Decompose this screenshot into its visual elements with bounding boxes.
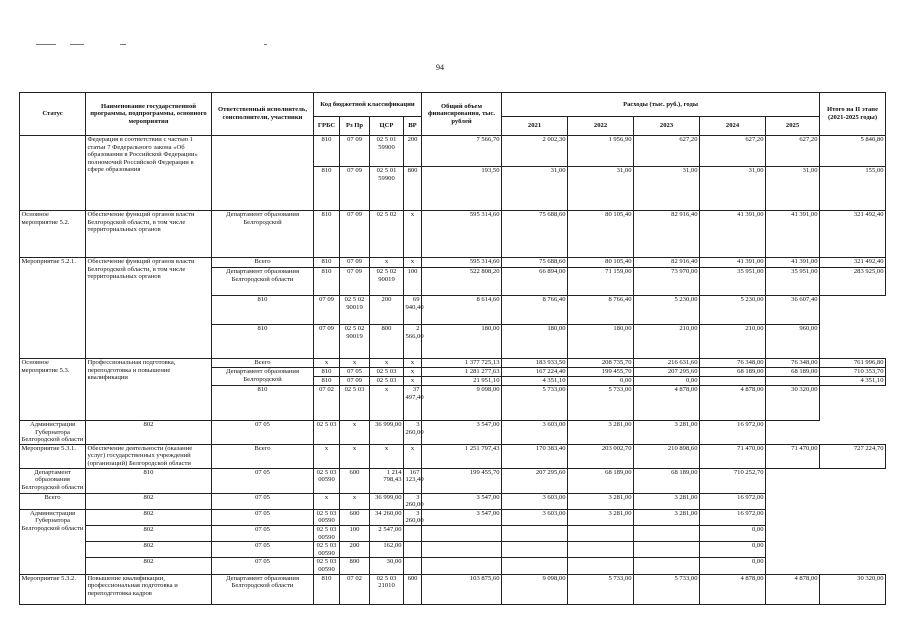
year-value-cell: 5 733,00 <box>568 386 634 421</box>
stage-total-cell: 710 252,70 <box>700 468 766 493</box>
year-value-cell <box>422 525 502 541</box>
year-value-cell: 167 123,40 <box>404 468 422 493</box>
year-value-cell: 216 631,60 <box>634 359 700 368</box>
grbs-cell: 802 <box>86 558 212 574</box>
vr-cell: 800 <box>370 325 404 359</box>
year-value-cell: 41 391,00 <box>700 258 766 268</box>
budget-table <box>19 92 886 605</box>
total-funding-cell: 34 260,00 <box>370 509 404 525</box>
year-value-cell: 31,00 <box>502 167 568 211</box>
name-cell: Обеспечение деятельности (оказание услуг) государственных учреждений (организаций) Белгородской области <box>86 444 212 468</box>
header-vr: ВР <box>404 117 422 136</box>
total-funding-cell: 7 566,70 <box>422 136 502 167</box>
table-row <box>20 444 886 468</box>
year-value-cell: 41 391,00 <box>766 258 820 268</box>
executor-cell: Всего <box>212 444 314 468</box>
year-value-cell: 41 391,00 <box>766 211 820 258</box>
table-row <box>20 509 886 525</box>
year-value-cell: 71 470,00 <box>766 444 820 468</box>
csr-cell: х <box>370 444 404 468</box>
year-value-cell: 31,00 <box>634 167 700 211</box>
year-value-cell: 5 733,00 <box>502 386 568 421</box>
year-value-cell: 3 260,00 <box>404 421 422 445</box>
year-value-cell: 71 159,00 <box>568 268 634 296</box>
year-value-cell <box>568 558 634 574</box>
header-year-2022: 2022 <box>568 117 634 136</box>
status-cell: Основное мероприятие 5.3. <box>20 359 86 421</box>
year-value-cell: 3 547,00 <box>422 421 502 445</box>
total-funding-cell: 2 566,00 <box>404 325 422 359</box>
year-value-cell: 35 951,00 <box>700 268 766 296</box>
stage-total-cell: 16 972,00 <box>700 421 766 445</box>
year-value-cell: 80 105,40 <box>568 211 634 258</box>
total-funding-cell: 30,00 <box>370 558 404 574</box>
csr-cell: 02 5 01 59900 <box>370 167 404 211</box>
executor-cell: Департамент образования Белгородской <box>212 211 314 258</box>
grbs-cell: 810 <box>212 386 314 421</box>
header-total-stage: Итого на II этапе (2021-2025 годы) <box>820 93 886 136</box>
rzpr-cell: 07 09 <box>340 377 370 386</box>
grbs-cell: 810 <box>314 268 340 296</box>
csr-cell: 02 5 03 <box>370 377 404 386</box>
csr-cell: 02 5 02 90019 <box>340 296 370 325</box>
total-funding-cell: 595 314,60 <box>422 258 502 268</box>
rzpr-cell: 07 09 <box>340 258 370 268</box>
year-value-cell: 82 916,40 <box>634 258 700 268</box>
vr-cell: 600 <box>340 509 370 525</box>
vr-cell: 200 <box>404 136 422 167</box>
year-value-cell: 627,20 <box>634 136 700 167</box>
year-value-cell: 210 898,60 <box>634 444 700 468</box>
rzpr-cell: 07 09 <box>340 268 370 296</box>
total-funding-cell: 21 951,10 <box>422 377 502 386</box>
csr-cell: 02 5 03 00590 <box>314 542 340 558</box>
year-value-cell: 31,00 <box>700 167 766 211</box>
csr-cell: 02 5 03 <box>370 368 404 377</box>
year-value-cell: 5 733,00 <box>634 574 700 604</box>
year-value-cell: 0,00 <box>634 377 700 386</box>
year-value-cell: 3 281,00 <box>568 421 634 445</box>
executor-cell: Администрация Губернатора Белгородской области <box>20 421 86 445</box>
vr-cell: 100 <box>404 268 422 296</box>
name-cell: Обеспечение функций органов власти Белгородской области, в том числе территориальных органов <box>86 258 212 359</box>
csr-cell: 02 5 02 <box>370 211 404 258</box>
grbs-cell: 802 <box>86 493 212 509</box>
year-value-cell: 3 547,00 <box>422 509 502 525</box>
csr-cell: х <box>314 493 340 509</box>
stage-total-cell: 321 492,40 <box>820 258 886 268</box>
year-value-cell: 8 614,60 <box>422 296 502 325</box>
total-funding-cell: 37 497,40 <box>404 386 422 421</box>
year-value-cell: 68 189,00 <box>634 468 700 493</box>
header-status: Статус <box>20 93 86 136</box>
scan-speck <box>36 44 56 45</box>
csr-cell: 02 5 03 00590 <box>314 509 340 525</box>
vr-cell: х <box>404 444 422 468</box>
vr-cell: 200 <box>370 296 404 325</box>
rzpr-cell: 07 05 <box>212 509 314 525</box>
stage-total-cell: 155,00 <box>820 167 886 211</box>
table-row <box>20 574 886 604</box>
year-value-cell <box>568 542 634 558</box>
year-value-cell <box>502 542 568 558</box>
table-row <box>20 421 886 445</box>
year-value-cell: 210,00 <box>634 325 700 359</box>
stage-total-cell: 283 925,00 <box>820 268 886 296</box>
year-value-cell: 68 189,00 <box>700 368 766 377</box>
year-value-cell: 9 098,00 <box>422 386 502 421</box>
grbs-cell: 810 <box>314 258 340 268</box>
csr-cell: х <box>370 359 404 368</box>
header-year-2024: 2024 <box>700 117 766 136</box>
year-value-cell: 1 956,90 <box>568 136 634 167</box>
stage-total-cell: 30 320,00 <box>766 386 820 421</box>
total-funding-cell: 1 251 797,43 <box>422 444 502 468</box>
year-value-cell: 3 281,00 <box>634 493 700 509</box>
rzpr-cell: 07 09 <box>314 296 340 325</box>
year-value-cell: 3 547,00 <box>422 493 502 509</box>
grbs-cell: 802 <box>86 421 212 445</box>
grbs-cell: 810 <box>314 167 340 211</box>
year-value-cell <box>422 558 502 574</box>
year-value-cell: 183 933,50 <box>502 359 568 368</box>
page-number: 94 <box>436 63 444 72</box>
rzpr-cell: 07 09 <box>340 136 370 167</box>
total-funding-cell: 2 547,00 <box>370 525 404 541</box>
total-funding-cell: 193,50 <box>422 167 502 211</box>
total-funding-cell: 1 214 798,43 <box>370 468 404 493</box>
year-value-cell: 35 951,00 <box>766 268 820 296</box>
year-value-cell <box>404 558 422 574</box>
scan-speck <box>70 44 84 45</box>
year-value-cell <box>502 558 568 574</box>
year-value-cell: 627,20 <box>766 136 820 167</box>
executor-cell: Департамент образования Белгородской области <box>20 468 86 493</box>
year-value-cell: 180,00 <box>502 325 568 359</box>
year-value-cell <box>634 542 700 558</box>
executor-cell <box>212 136 314 211</box>
table-row <box>20 542 886 558</box>
name-cell: Обеспечение функций органов власти Белгородской области, в том числе территориальных органов <box>86 211 212 258</box>
header-csr: ЦСР <box>370 117 404 136</box>
csr-cell: 02 5 03 00590 <box>314 525 340 541</box>
year-value-cell: 68 189,00 <box>568 468 634 493</box>
year-value-cell: 5 733,00 <box>568 574 634 604</box>
executor-cell: Всего <box>212 359 314 368</box>
year-value-cell: 73 970,00 <box>634 268 700 296</box>
vr-cell: 800 <box>340 558 370 574</box>
vr-cell: х <box>340 493 370 509</box>
rzpr-cell: х <box>340 359 370 368</box>
rzpr-cell: 07 09 <box>314 325 340 359</box>
vr-cell: х <box>404 368 422 377</box>
name-cell: Федерация в соответствии с частью 1 статьи 7 Федерального закона «Об образовании в Российской Федерации» полномочий Российской Федерации в сфере образования <box>86 136 212 211</box>
executor-cell: Департамент образования Белгородской области <box>212 268 314 296</box>
year-value-cell <box>700 377 766 386</box>
grbs-cell: 810 <box>86 468 212 493</box>
year-value-cell: 9 098,00 <box>502 574 568 604</box>
csr-cell: 02 5 03 <box>314 421 340 445</box>
grbs-cell: 810 <box>212 325 314 359</box>
year-value-cell: 207 295,60 <box>634 368 700 377</box>
year-value-cell: 75 688,60 <box>502 258 568 268</box>
year-value-cell <box>422 542 502 558</box>
year-value-cell <box>634 558 700 574</box>
year-value-cell: 75 688,60 <box>502 211 568 258</box>
year-value-cell: 3 603,00 <box>502 421 568 445</box>
stage-total-cell: 16 972,00 <box>700 509 766 525</box>
stage-total-cell: 5 840,80 <box>820 136 886 167</box>
year-value-cell: 41 391,00 <box>700 211 766 258</box>
year-value-cell: 3 281,00 <box>634 421 700 445</box>
executor-cell: Департамент образования Белгородской <box>212 368 314 386</box>
csr-cell: 02 5 03 <box>340 386 370 421</box>
stage-total-cell: 727 224,70 <box>820 444 886 468</box>
header-executor: Ответственный исполнитель, соисполнители, участники <box>212 93 314 136</box>
year-value-cell: 3 260,00 <box>405 509 424 525</box>
year-value-cell: 199 455,70 <box>422 468 502 493</box>
year-value-cell: 3 281,00 <box>568 493 634 509</box>
header-expenses: Расходы (тыс. руб.), годы <box>502 93 820 117</box>
grbs-cell: 810 <box>212 296 314 325</box>
year-value-cell: 208 735,70 <box>568 359 634 368</box>
grbs-cell: 810 <box>314 377 340 386</box>
year-value-cell: 199 455,70 <box>568 368 634 377</box>
table-row <box>20 468 886 493</box>
year-value-cell <box>568 525 634 541</box>
header-year-2023: 2023 <box>634 117 700 136</box>
status-cell: Мероприятие 5.2.1. <box>20 258 86 359</box>
year-value-cell: 8 766,40 <box>502 296 568 325</box>
name-cell: Профессиональная подготовка, переподготовка и повышение квалификации <box>86 359 212 421</box>
year-value-cell: 3 260,00 <box>405 493 424 509</box>
header-year-2025: 2025 <box>766 117 820 136</box>
year-value-cell: 180,00 <box>568 325 634 359</box>
total-funding-cell: 162,00 <box>370 542 404 558</box>
year-value-cell: 68 189,00 <box>766 368 820 377</box>
year-value-cell: 207 295,60 <box>502 468 568 493</box>
year-value-cell: 627,20 <box>700 136 766 167</box>
vr-cell: 600 <box>404 574 422 604</box>
year-value-cell: 76 348,00 <box>766 359 820 368</box>
year-value-cell: 170 383,40 <box>502 444 568 468</box>
table-row <box>20 493 886 509</box>
table-row <box>20 359 886 368</box>
grbs-cell: 810 <box>314 574 340 604</box>
status-cell: Основное мероприятие 5.2. <box>20 211 86 258</box>
stage-total-cell: 36 607,40 <box>766 296 820 325</box>
grbs-cell: 810 <box>314 211 340 258</box>
vr-cell: х <box>404 359 422 368</box>
total-funding-cell: 69 940,40 <box>404 296 422 325</box>
year-value-cell: 3 281,00 <box>568 509 634 525</box>
rzpr-cell: 07 02 <box>314 386 340 421</box>
year-value-cell: 4 878,00 <box>766 574 820 604</box>
year-value-cell: 203 002,70 <box>568 444 634 468</box>
rzpr-cell: 07 02 <box>340 574 370 604</box>
grbs-cell: 802 <box>86 509 212 525</box>
stage-total-cell: 960,00 <box>766 325 820 359</box>
total-funding-cell: 36 999,00 <box>370 421 404 445</box>
header-year-2021: 2021 <box>502 117 568 136</box>
rzpr-cell: 07 05 <box>212 558 314 574</box>
year-value-cell: 3 281,00 <box>634 509 700 525</box>
year-value-cell: 2 002,30 <box>502 136 568 167</box>
csr-cell: х <box>370 258 404 268</box>
csr-cell: 02 5 03 21010 <box>370 574 404 604</box>
year-value-cell <box>502 525 568 541</box>
status-cell: Мероприятие 5.3.2. <box>20 574 86 604</box>
vr-cell: х <box>370 386 404 421</box>
year-value-cell: 31,00 <box>568 167 634 211</box>
vr-cell: х <box>404 211 422 258</box>
table-row <box>20 258 886 268</box>
executor-cell: Всего <box>20 493 86 509</box>
header-total-funding: Общий объем финансирования, тыс. рублей <box>422 93 502 136</box>
year-value-cell: 3 603,00 <box>502 509 568 525</box>
year-value-cell <box>404 542 422 558</box>
total-funding-cell: 595 314,60 <box>422 211 502 258</box>
year-value-cell: 82 916,40 <box>634 211 700 258</box>
grbs-cell: 810 <box>314 136 340 167</box>
table-body <box>20 136 886 605</box>
table-row <box>20 558 886 574</box>
year-value-cell: 167 224,40 <box>502 368 568 377</box>
scan-speck <box>264 44 267 45</box>
csr-cell: 02 5 03 00590 <box>314 468 340 493</box>
year-value-cell: 66 894,00 <box>502 268 568 296</box>
header-grbs: ГРБС <box>314 117 340 136</box>
table-row <box>20 136 886 167</box>
csr-cell: 02 5 01 59900 <box>370 136 404 167</box>
vr-cell: х <box>404 258 422 268</box>
scan-speck <box>120 44 126 45</box>
rzpr-cell: 07 05 <box>212 542 314 558</box>
rzpr-cell: 07 05 <box>212 468 314 493</box>
year-value-cell: 210,00 <box>700 325 766 359</box>
year-value-cell <box>634 525 700 541</box>
total-funding-cell: 1 281 277,63 <box>422 368 502 377</box>
csr-cell: 02 5 03 00590 <box>314 558 340 574</box>
year-value-cell: 4 878,00 <box>700 574 766 604</box>
vr-cell: 100 <box>340 525 370 541</box>
total-funding-cell: 36 999,00 <box>370 493 404 509</box>
executor-cell: Всего <box>212 258 314 268</box>
stage-total-cell: 4 351,10 <box>820 377 886 386</box>
header-name: Наименование государственной программы, подпрограммы, основного мероприятия <box>86 93 212 136</box>
status-cell: Мероприятие 5.3.1. <box>20 444 86 468</box>
stage-total-cell: 30 320,00 <box>820 574 886 604</box>
year-value-cell: 31,00 <box>766 167 820 211</box>
grbs-cell: х <box>314 444 340 468</box>
grbs-cell: 802 <box>86 542 212 558</box>
header-budget-code: Код бюджетной классификации <box>314 93 422 117</box>
year-value-cell <box>404 525 422 541</box>
rzpr-cell: х <box>340 444 370 468</box>
total-funding-cell: 522 808,20 <box>422 268 502 296</box>
year-value-cell: 0,00 <box>568 377 634 386</box>
year-value-cell <box>766 377 820 386</box>
rzpr-cell: 07 05 <box>212 493 314 509</box>
year-value-cell: 3 603,00 <box>502 493 568 509</box>
rzpr-cell: 07 05 <box>340 368 370 377</box>
rzpr-cell: 07 05 <box>212 421 314 445</box>
year-value-cell: 5 230,00 <box>700 296 766 325</box>
stage-total-cell: 0,00 <box>700 525 766 541</box>
table-row <box>20 525 886 541</box>
grbs-cell: 810 <box>314 368 340 377</box>
grbs-cell: 802 <box>86 525 212 541</box>
rzpr-cell: 07 05 <box>212 525 314 541</box>
stage-total-cell: 0,00 <box>700 542 766 558</box>
rzpr-cell: 07 09 <box>340 167 370 211</box>
rzpr-cell: 07 09 <box>340 211 370 258</box>
status-cell <box>20 136 86 211</box>
year-value-cell: 8 766,40 <box>568 296 634 325</box>
table-row <box>20 211 886 258</box>
stage-total-cell: 16 972,00 <box>700 493 766 509</box>
stage-total-cell: 710 353,70 <box>820 368 886 377</box>
vr-cell: 800 <box>404 167 422 211</box>
year-value-cell: 4 878,00 <box>700 386 766 421</box>
vr-cell: х <box>340 421 370 445</box>
executor-cell: Администрация Губернатора Белгородской области <box>20 509 86 574</box>
header-rzpr: Рз Пр <box>340 117 370 136</box>
total-funding-cell: 103 875,60 <box>422 574 502 604</box>
year-value-cell: 76 348,00 <box>700 359 766 368</box>
stage-total-cell: 0,00 <box>700 558 766 574</box>
total-funding-cell: 1 377 725,13 <box>422 359 502 368</box>
year-value-cell: 4 878,00 <box>634 386 700 421</box>
stage-total-cell: 321 492,40 <box>820 211 886 258</box>
grbs-cell: х <box>314 359 340 368</box>
year-value-cell: 71 470,00 <box>700 444 766 468</box>
vr-cell: 200 <box>340 542 370 558</box>
stage-total-cell: 761 996,80 <box>820 359 886 368</box>
year-value-cell: 5 230,00 <box>634 296 700 325</box>
budget-table-frame <box>19 92 885 612</box>
vr-cell: х <box>404 377 422 386</box>
executor-cell: Департамент образования Белгородской области <box>212 574 314 604</box>
year-value-cell: 180,00 <box>422 325 502 359</box>
name-cell: Повышение квалификации, профессиональная подготовка и переподготовка кадров <box>86 574 212 604</box>
csr-cell: 02 5 02 90019 <box>370 268 404 296</box>
vr-cell: 600 <box>340 468 370 493</box>
year-value-cell: 4 351,10 <box>502 377 568 386</box>
year-value-cell: 80 105,40 <box>568 258 634 268</box>
csr-cell: 02 5 02 90019 <box>340 325 370 359</box>
